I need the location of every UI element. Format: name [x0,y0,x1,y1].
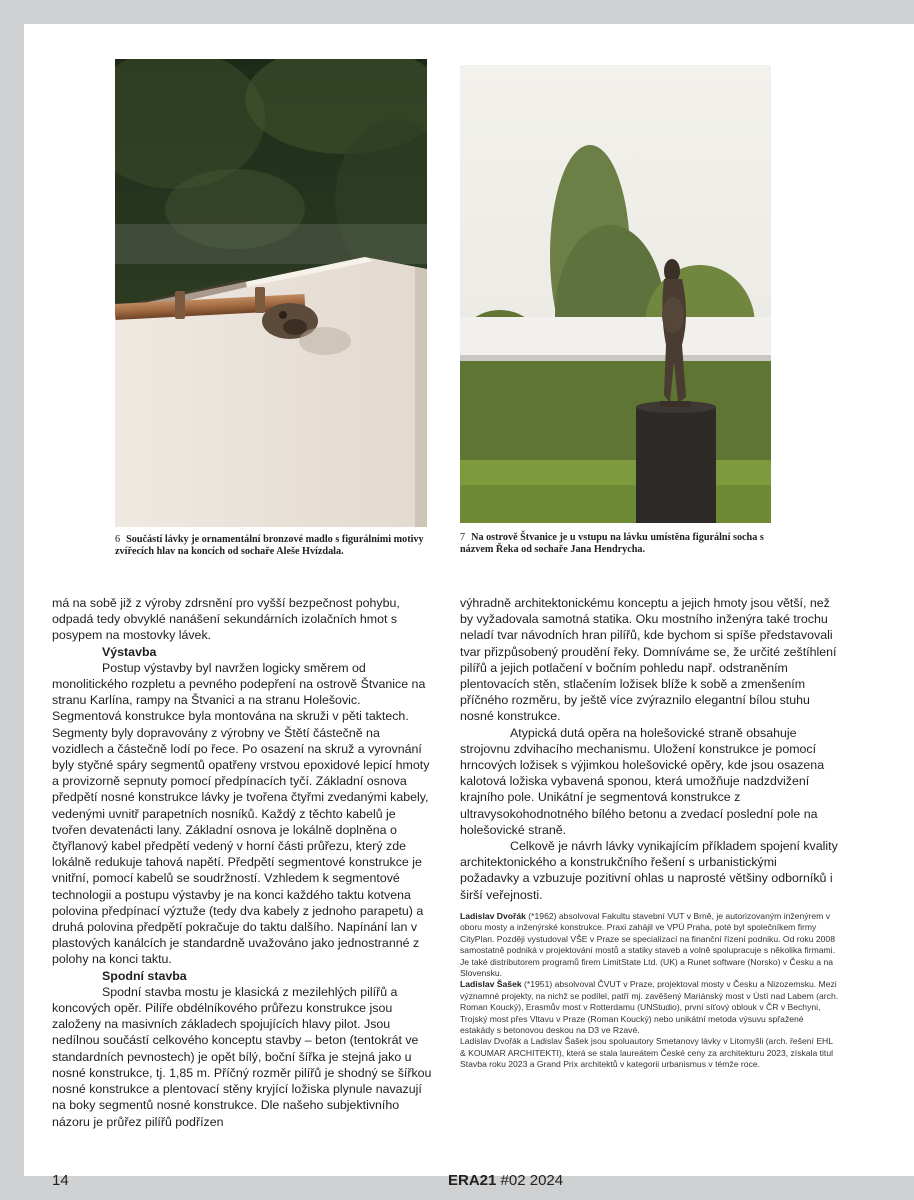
left-paragraph-3: Spodní stavba mostu je klasická z mezilehlých pilířů a koncových opěr. Pilíře obdélníkového průřezu konstrukce jsou založeny na masivních základech spojujících hlavy pilot. Jsou nedílnou součástí celkového konceptu stavby – beton (tentokrát ve standardních pevnostech) je opět bílý, boční šířka je stejná jako u nosné konstrukce, tj. 1,85 m. Příčný rozměr pilířů je shodný se šířkou nosné konstrukce a plentovací stěny kryjící ložiska plynule navazují na boky segmentů nosné konstrukce. Dle našeho subjektivního názoru je průřez pilířů podřízen [52,984,432,1129]
author-bios [460,911,840,1071]
handrail-illustration [115,59,427,527]
section-heading-vystavba: Výstavba [102,644,157,659]
bio-dvorak-text: (*1962) absolvoval Fakultu stavební VUT v Brně, je autorizovaným inženýrem v oboru mosty a inženýrské konstrukce. Praxi zahájil ve VPÚ Praha, poté byl společníkem firmy CityPlan. Později vystudoval VŠE v Praze se specializací na finanční řízení podniku. Od roku 2008 samostatně podniká v projektování mostů a statiky staveb a volně spolupracuje s několika firmami. Je také distributorem programů firem LimitState Ltd. (UK) a Runet software (Norsko) v Česku a na Slovensku. [460,911,835,979]
figure-7-caption [460,532,772,556]
bio-sasek [460,979,840,1036]
issue-number: #02 2024 [496,1172,564,1189]
photo-bronze-handrail [115,59,427,527]
left-text-column [52,595,432,1130]
bio-dvorak [460,911,840,979]
right-paragraph-3: Celkově je návrh lávky vynikajícím příkladem spojení kvality architektonického a konstrukčního řešení s urbanistickými požadavky a vzbuzuje pozitivní ohlas u naprosté většiny odborníků i širší veřejnosti. [460,839,838,902]
left-paragraph-1: má na sobě již z výroby zdrsnění pro vyšší bezpečnost pohybu, odpadá tedy obvyklé nanášení sekundárních izolačních hmot s posypem na mostovky lávek. [52,596,400,643]
magazine-name: ERA21 [448,1172,497,1189]
left-paragraph-2: Postup výstavby byl navržen logicky směrem od monolitického rozpletu a pevného podepření na ostrově Štvanice na stranu Karlína, rampy na Štvanici a na stranu Holešovic. Segmentová konstrukce byla montována na skruži v pěti taktech. Segmenty byly dopravovány z výrobny ve Štětí částečně na vozidlech a částečně lodí po řece. Po osazení na skruž a vyrovnání byly styčné spáry segmentů opatřeny vrstvou epoxidové lepicí hmoty a provizorně sepnuty pomocí předpínacích tyčí. Základní osnova předpětí nosné konstrukce lávky je tvořena čtyřmi zvedanými kabely, vedenými uvnitř parapetních nosníků. Každý z těchto kabelů je tvořen devatenácti lany. Základní osnova je lokálně doplněna o čtyřlanový kabel předpětí vedený v horní části průřezu, který zde lokálně redukuje tahová napětí. Předpětí segmentové konstrukce je vnitřní, pomocí kabelů se soudržností. Vzhledem k segmentové technologii a postupu výstavby je na konci každého taktu kotvena polovina předpínací výztuže (tedy dva kabely z jednoho parapetu) a druhá polovina předpětí pokračuje do taktu dalšího. Napínání lan v plastových kanálcích je standardně uvažováno jako jednostranné z polohy na konci taktu. [52,660,430,967]
bio-sasek-name: Ladislav Šašek [460,979,522,990]
page-number: 14 [52,1172,69,1189]
right-paragraph-1: výhradně architektonickému konceptu a jejich hmoty jsou větší, než by vyžadovala samotná statika. Oku mostního inženýra také trochu neladí tvar návodních hran pilířů, kde bychom si spíše představovali tvar přizpůsobený proudění řeky. Domníváme se, že určité zeštíhlení pilířů a jejich potlačení v bočním pohledu např. odstraněním plentovacích stěn, stlačením ložisek blíže k sobě a zmenšením příčného rozměru, by ještě více zvýraznilo elegantní bílou stuhu nosné konstrukce. [460,596,837,724]
page [24,24,914,1189]
right-text-column [460,595,838,903]
figure-6-caption [115,534,427,558]
section-heading-spodni-stavba: Spodní stavba [102,968,187,983]
photo-statue-reka [460,65,771,523]
figure-6-number: 6 [115,534,121,545]
bio-joint: Ladislav Dvořák a Ladislav Šašek jsou spoluautory Smetanovy lávky v Litomyšli (arch. řešení EHL & KOUMAR ARCHITEKTI), která se stala laureátem České ceny za architekturu 2023, získala titul Stavba roku 2023 a Grand Prix architektů v kategorii urbanismus v témže roce. [460,1036,834,1070]
figure-6-text: Součástí lávky je ornamentální bronzové madlo s figurálními motivy zvířecích hlav na koncích od sochaře Aleše Hvízdala. [115,534,424,557]
figure-7-number: 7 [460,532,466,543]
figure-7-text: Na ostrově Štvanice je u vstupu na lávku umístěna figurální socha s názvem Řeka od sochaře Jana Hendrycha. [460,532,764,555]
magazine-issue [448,1172,563,1189]
right-paragraph-2: Atypická dutá opěra na holešovické straně obsahuje strojovnu zdvihacího mechanismu. Uložení konstrukce je pomocí hrncových ložisek s výjimkou holešovické opěry, kde jsou osazena kalotová ložiska vybavená sponou, která umožňuje nadzdvižení krajního pole. Unikátní je segmentová konstrukce z ultravysokohodnotného bílého betonu a zvedací poslední pole na holešovické straně. [460,725,825,837]
bio-sasek-text: (*1951) absolvoval ČVUT v Praze, projektoval mosty v Česku a Nizozemsku. Mezi významné projekty, na nichž se podílel, patří mj. zavěšený Mariánský most v Ústí nad Labem (arch. Roman Koucký), Erasmův most v Rotterdamu (UNStudio), první síťový oblouk v ČR v Bechyni, Trojský most přes Vltavu v Praze (Roman Koucký) nebo unikátní metoda výsuvu spřažené estakády s betonovou deskou na D3 ve Rzavé. [460,979,839,1036]
statue-illustration [460,65,771,523]
bio-dvorak-name: Ladislav Dvořák [460,911,526,921]
